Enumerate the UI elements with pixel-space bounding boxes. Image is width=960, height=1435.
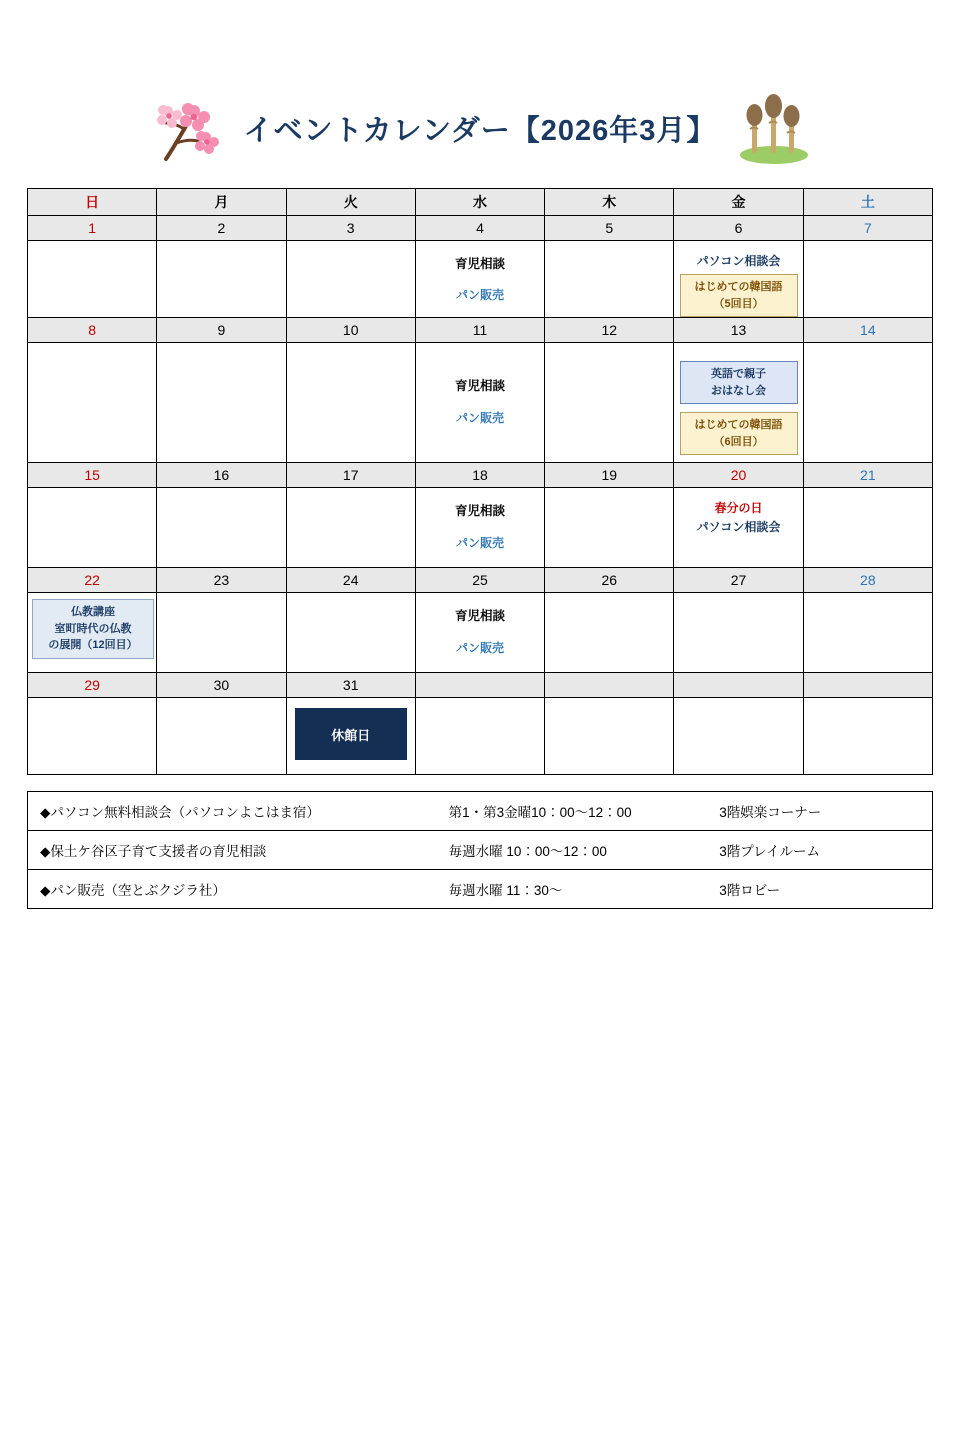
calendar-event-row <box>28 241 933 318</box>
legend-event-place: 3階娯楽コーナー <box>713 792 932 831</box>
day-header-tue: 火 <box>286 189 415 216</box>
plum-blossom-icon <box>146 89 230 167</box>
day-cell-17 <box>286 488 415 568</box>
date-number: 29 <box>28 673 157 698</box>
day-cell-30 <box>157 698 286 775</box>
day-cell-22 <box>28 593 157 673</box>
event-korean-class-title: はじめての韓国語 <box>694 419 783 432</box>
date-number: 28 <box>803 568 932 593</box>
day-cell-3 <box>286 241 415 318</box>
event-korean-class <box>680 412 798 455</box>
calendar-event-row <box>28 488 933 568</box>
day-cell-1 <box>28 241 157 318</box>
date-number: 17 <box>286 463 415 488</box>
day-cell-15 <box>28 488 157 568</box>
day-cell-29 <box>28 698 157 775</box>
date-number: 24 <box>286 568 415 593</box>
event-childcare-consult: 育児相談 <box>454 257 505 271</box>
day-cell-9 <box>157 343 286 463</box>
calendar-date-row <box>28 216 933 241</box>
day-cell-12 <box>545 343 674 463</box>
calendar-date-row <box>28 318 933 343</box>
date-number: 31 <box>286 673 415 698</box>
date-number: 13 <box>674 318 803 343</box>
day-cell-24 <box>286 593 415 673</box>
date-number: 21 <box>803 463 932 488</box>
event-bread-sale: パン販売 <box>455 535 504 550</box>
date-number: 6 <box>674 216 803 241</box>
event-buddhism-lecture-line3: の展開（12回目） <box>48 639 138 652</box>
date-number: 30 <box>157 673 286 698</box>
legend-row <box>28 870 933 909</box>
date-number-empty <box>415 673 544 698</box>
event-pc-consult: パソコン相談会 <box>696 519 781 534</box>
day-header-fri: 金 <box>674 189 803 216</box>
day-cell-empty-2 <box>545 698 674 775</box>
day-cell-16 <box>157 488 286 568</box>
date-number: 5 <box>545 216 674 241</box>
date-number: 1 <box>28 216 157 241</box>
calendar-event-row <box>28 698 933 775</box>
day-cell-13 <box>674 343 803 463</box>
date-number: 8 <box>28 318 157 343</box>
page-header <box>0 78 960 178</box>
page-title: イベントカレンダー【2026年3月】 <box>243 114 717 147</box>
day-cell-21 <box>803 488 932 568</box>
event-english-storytime <box>680 361 798 404</box>
date-number: 11 <box>415 318 544 343</box>
date-number: 20 <box>674 463 803 488</box>
day-cell-10 <box>286 343 415 463</box>
date-number: 2 <box>157 216 286 241</box>
day-cell-26 <box>545 593 674 673</box>
date-number: 7 <box>803 216 932 241</box>
date-number: 10 <box>286 318 415 343</box>
day-cell-14 <box>803 343 932 463</box>
event-korean-class <box>680 274 798 317</box>
event-bread-sale: パン販売 <box>455 640 504 655</box>
event-calendar <box>27 188 933 775</box>
day-cell-8 <box>28 343 157 463</box>
day-cell-20 <box>674 488 803 568</box>
date-number: 22 <box>28 568 157 593</box>
recurring-events-legend <box>27 791 933 909</box>
tsukushi-horsetail-icon <box>730 89 814 167</box>
date-number: 25 <box>415 568 544 593</box>
date-number: 9 <box>157 318 286 343</box>
closed-day-badge: 休館日 <box>295 708 407 760</box>
event-buddhism-lecture-line2: 室町時代の仏教 <box>54 622 132 635</box>
legend-event-name: ◆パン販売（空とぶクジラ社） <box>28 870 443 909</box>
day-cell-2 <box>157 241 286 318</box>
day-cell-empty-4 <box>803 698 932 775</box>
calendar-date-row <box>28 463 933 488</box>
calendar-date-row <box>28 673 933 698</box>
legend-event-name: ◆保土ケ谷区子育て支援者の育児相談 <box>28 831 443 870</box>
date-number: 18 <box>415 463 544 488</box>
calendar-event-row <box>28 343 933 463</box>
event-buddhism-lecture <box>32 599 154 659</box>
date-number: 16 <box>157 463 286 488</box>
date-number: 19 <box>545 463 674 488</box>
day-cell-19 <box>545 488 674 568</box>
day-cell-28 <box>803 593 932 673</box>
day-header-wed: 水 <box>415 189 544 216</box>
day-header-mon: 月 <box>157 189 286 216</box>
legend-event-schedule: 第1・第3金曜10：00～12：00 <box>443 792 714 831</box>
day-cell-18 <box>415 488 544 568</box>
event-pc-consult: パソコン相談会 <box>696 254 781 268</box>
event-korean-class-title: はじめての韓国語 <box>694 281 783 294</box>
day-header-sat: 土 <box>803 189 932 216</box>
date-number: 4 <box>415 216 544 241</box>
day-cell-5 <box>545 241 674 318</box>
date-number-empty <box>674 673 803 698</box>
event-childcare-consult: 育児相談 <box>454 609 505 624</box>
event-childcare-consult: 育児相談 <box>454 504 505 519</box>
event-korean-class-session: （6回目） <box>713 435 764 448</box>
event-bread-sale: パン販売 <box>455 288 504 303</box>
date-number: 23 <box>157 568 286 593</box>
day-cell-empty-3 <box>674 698 803 775</box>
day-cell-7 <box>803 241 932 318</box>
date-number: 15 <box>28 463 157 488</box>
legend-row <box>28 831 933 870</box>
day-cell-6 <box>674 241 803 318</box>
calendar-day-headers <box>28 189 933 216</box>
day-header-thu: 木 <box>545 189 674 216</box>
date-number: 26 <box>545 568 674 593</box>
day-header-sun: 日 <box>28 189 157 216</box>
day-cell-27 <box>674 593 803 673</box>
legend-event-name: ◆パソコン無料相談会（パソコンよこはま宿） <box>28 792 443 831</box>
event-english-storytime-line1: 英語で親子 <box>711 368 767 381</box>
legend-event-schedule: 毎週水曜 10：00～12：00 <box>443 831 714 870</box>
day-cell-11 <box>415 343 544 463</box>
day-cell-25 <box>415 593 544 673</box>
event-buddhism-lecture-title: 仏教講座 <box>71 606 115 619</box>
date-number-empty <box>803 673 932 698</box>
holiday-label-vernal-equinox: 春分の日 <box>714 501 763 516</box>
date-number: 3 <box>286 216 415 241</box>
legend-event-place: 3階プレイルーム <box>713 831 932 870</box>
calendar-date-row <box>28 568 933 593</box>
date-number: 27 <box>674 568 803 593</box>
day-cell-4 <box>415 241 544 318</box>
event-bread-sale: パン販売 <box>455 410 504 425</box>
event-english-storytime-line2: おはなし会 <box>711 384 767 397</box>
date-number: 14 <box>803 318 932 343</box>
event-childcare-consult: 育児相談 <box>454 379 505 394</box>
event-korean-class-session: （5回目） <box>713 297 764 310</box>
legend-row <box>28 792 933 831</box>
legend-event-place: 3階ロビー <box>713 870 932 909</box>
legend-event-schedule: 毎週水曜 11：30～ <box>443 870 714 909</box>
date-number-empty <box>545 673 674 698</box>
date-number: 12 <box>545 318 674 343</box>
calendar-event-row <box>28 593 933 673</box>
day-cell-31 <box>286 698 415 775</box>
day-cell-empty-1 <box>415 698 544 775</box>
day-cell-23 <box>157 593 286 673</box>
